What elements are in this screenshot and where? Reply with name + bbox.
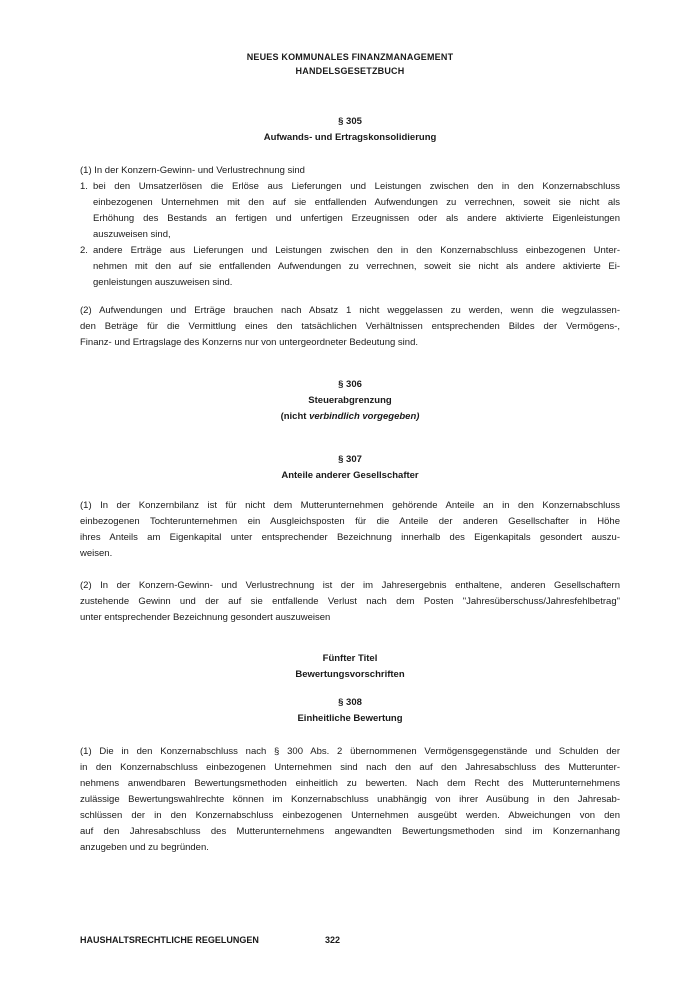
text-line: auf den Jahresabschluss des Mutterunternehmens angewandten Bewertungsmethoden sind im Konzernanhang	[80, 826, 620, 837]
section-308-heading	[80, 695, 620, 727]
section-306-subtitle	[80, 409, 620, 425]
text-line: Finanz- und Ertragslage des Konzerns nur von untergeordneter Bedeutung sind.	[80, 337, 418, 348]
text-line: in den Konzernabschluss einbezogenen Unternehmen sind nach den auf den Jahresabschluss des Mutterunter-	[80, 762, 620, 773]
header-line-1: NEUES KOMMUNALES FINANZMANAGEMENT	[246, 52, 454, 62]
text-line: auszuweisen sind,	[93, 229, 171, 240]
section-306-number: § 306	[338, 379, 362, 390]
text-line: Erhöhung des Bestands an fertigen und unfertigen Erzeugnissen oder als andere aktivierte Eigenleistungen	[93, 213, 620, 224]
document-footer	[80, 934, 620, 946]
section-307-title: Anteile anderer Gesellschafter	[281, 470, 419, 481]
section-306-title: Steuerabgrenzung	[308, 395, 392, 406]
text-line: genleistungen auszuweisen sind.	[93, 277, 233, 288]
text-line: (1) In der Konzern-Gewinn- und Verlustrechnung sind	[80, 165, 305, 176]
text-line: weisen.	[80, 548, 113, 559]
list-item-2-text	[93, 243, 620, 291]
section-305-paragraph-2	[80, 303, 620, 351]
page-content	[80, 50, 620, 856]
text-line: zulässige Bewertungswahlrechte können im Konzernabschluss unabhängig von ihrer Ausübung in den Jahresab-	[80, 794, 620, 805]
text-line: nehmens anwendbaren Bewertungsmethoden einheitlich zu bewerten. Nach dem Recht des Mutterunternehmens	[80, 778, 620, 789]
list-marker-2: 2.	[80, 245, 88, 256]
section-307-paragraph-2	[80, 578, 620, 626]
section-308-number: § 308	[338, 697, 362, 708]
text-line: (2) Aufwendungen und Erträge brauchen nach Absatz 1 nicht weggelassen zu werden, wenn die wegzulassen-	[80, 305, 620, 316]
text-line: ihres Anteils am Eigenkapital unter entsprechender Bezeichnung innerhalb des Eigenkapitals gesondert auszu-	[80, 532, 620, 543]
section-305-intro-paragraph	[80, 163, 620, 179]
section-307-paragraph-1	[80, 498, 620, 562]
document-header	[80, 50, 620, 78]
fifth-title-line-2: Bewertungsvorschriften	[295, 669, 405, 680]
text-line: zustehende Gewinn und der auf sie entfallende Verlust nach dem Posten "Jahresüberschuss/Jahresfehlbetrag"	[80, 596, 620, 607]
section-306-heading	[80, 377, 620, 425]
page-number: 322	[325, 935, 341, 945]
section-308-paragraph-1	[80, 744, 620, 856]
header-line-2: HANDELSGESETZBUCH	[295, 66, 405, 76]
text-line: (2) In der Konzern-Gewinn- und Verlustrechnung ist der im Jahresergebnis enthaltene, anderen Gesellschaftern	[80, 580, 620, 591]
text-line: schlüssen der in den Konzernabschluss einbezogenen Unternehmen ausgeübt werden. Abweichungen von den	[80, 810, 620, 821]
section-305-title: Aufwands- und Ertragskonsolidierung	[263, 132, 437, 143]
section-306-subtitle-prefix: (nicht	[280, 411, 310, 422]
text-line: (1) In der Konzernbilanz ist für nicht dem Mutterunternehmen gehörende Anteile an in den Konzernabschluss	[80, 500, 620, 511]
text-line: nehmen mit den auf sie entfallenden Aufwendungen zu verrechnen, soweit sie nicht als andere aktivierte Ei-	[93, 261, 620, 272]
footer-title: HAUSHALTSRECHTLICHE REGELUNGEN	[80, 935, 259, 945]
list-item-1	[80, 179, 620, 243]
list-item-2	[80, 243, 620, 291]
section-305-heading	[80, 114, 620, 146]
fifth-title-heading	[80, 651, 620, 683]
section-307-number: § 307	[338, 454, 362, 465]
list-item-1-text	[93, 179, 620, 243]
text-line: einbezogenen Unternehmen mit den auf sie entfallenden Aufwendungen zu verrechnen, soweit sie nicht als	[93, 197, 620, 208]
text-line: anzugeben und zu begründen.	[80, 842, 209, 853]
section-308-title: Einheitliche Bewertung	[297, 713, 403, 724]
section-305-number: § 305	[338, 116, 362, 127]
text-line: den Beträge für die Vermittlung eines den tatsächlichen Verhältnissen entsprechenden Bildes der Vermögens-,	[80, 321, 620, 332]
text-line: (1) Die in den Konzernabschluss nach § 300 Abs. 2 übernommenen Vermögensgegenstände und Schulden der	[80, 746, 620, 757]
text-line: bei den Umsatzerlösen die Erlöse aus Lieferungen und Leistungen zwischen den in den Konzernabschluss	[93, 181, 620, 192]
fifth-title-line-1: Fünfter Titel	[322, 653, 378, 664]
list-marker-1: 1.	[80, 181, 88, 192]
text-line: andere Erträge aus Lieferungen und Leistungen zwischen den in den Konzernabschluss einbezogenen Unter-	[93, 245, 620, 256]
section-307-heading	[80, 452, 620, 484]
text-line: unter entsprechender Bezeichnung gesondert auszuweisen	[80, 612, 331, 623]
text-line: einbezogenen Tochterunternehmen ein Ausgleichsposten für die Anteile der anderen Gesellschafter in Höhe	[80, 516, 620, 527]
section-306-subtitle-italic: verbindlich vorgegeben)	[309, 411, 420, 422]
section-305-list	[80, 179, 620, 291]
